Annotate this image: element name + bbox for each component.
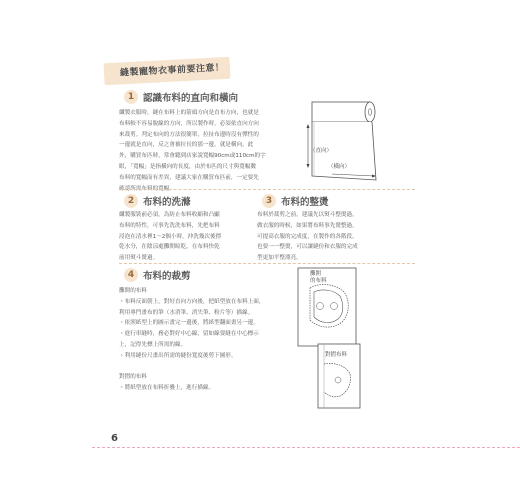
section-4-number: 4 xyxy=(124,268,138,282)
section-1-heading xyxy=(124,90,238,104)
section-4-title: 布料的裁剪 xyxy=(143,271,191,282)
section-divider-2 xyxy=(119,263,415,264)
page-number: 6 xyxy=(111,433,118,444)
fabric-roll-figure xyxy=(302,96,420,186)
section-2-number: 2 xyxy=(124,194,138,208)
folded-fabric-figure xyxy=(316,342,362,410)
section-4-body: 攤開的布料 ・布料反面朝上，對好直向方向後，把紙型放在布料上面， 利用專門畫布的筆（水消筆、消失筆、粉片等）描線。 ・依照紙型上的圖示畫完一邊後，將紙型翻面畫另一邊。 ・進行車縫時，務必對好中心線，留如線要縫在中心標示 上，記得先標上所需的線。 ・利用縫份尺畫出所需的縫份寬度後剪下圖形。 對摺的布料 ・將紙型放在布料折疊上，進行描線。 xyxy=(119,288,265,392)
section-2-heading xyxy=(124,194,191,208)
section-2-title: 布料的洗滌 xyxy=(143,197,191,208)
section-1-body: 纖製衣服時，縫在布料上的箭頭方向是直布方向，也就是 布料較不容易脫線的方向，所以製作時，必須依直向方向 來裁剪。判定布向的方法很簡單，拉扯布邊時沒有彈性的 一邊就是直向，反之會被拉長的那一邊，就是橫向。此 外，購買布匹時，常會聽到店家說寬幅90cm或110cm的字 眼，「寬幅」是指橫向的長度，由於布匹的尺寸與寬幅數 布料的寬幅而有差異，建議大家在購買布匹前，一定要先 確認所需布料的寬幅。 xyxy=(119,110,266,192)
section-3-number: 3 xyxy=(262,194,276,208)
section-divider-1 xyxy=(119,189,415,190)
open-fabric-figure xyxy=(296,266,358,348)
section-4-heading xyxy=(124,268,191,282)
horizontal-label: （橫向） xyxy=(328,164,351,170)
vertical-label: （直向） xyxy=(310,148,333,154)
section-2-body: 纖製服裝前必須，為防止布料收縮和凸顯 布料的特性，可事先洗洗布料，先把布料 浸泡在清水裡1～2個小時，沖洗幾次後擰 乾水分，在陰涼處攤開晾乾，在布料快乾 前用熨斗燙過。 xyxy=(119,212,222,262)
section-3-body: 布料於裁剪之前，建議先以熨斗整燙過， 做衣服的時候，如果將布料事先燙整過， 可提高衣服的完成度，在製作的各階段， 也要一一整燙，可以讓縫份和衣服的完成 型更加平整漂亮。 xyxy=(257,212,358,262)
section-3-heading xyxy=(262,194,329,208)
section-1-title: 認識布料的直向和橫向 xyxy=(143,93,239,104)
banner-title: 縫製寵物衣事前要注意！ xyxy=(119,62,225,79)
section-3-title: 布料的整燙 xyxy=(281,197,329,208)
section-1-number: 1 xyxy=(124,90,138,104)
open-fabric-label: 攤開的布料 xyxy=(310,271,327,284)
tips-banner xyxy=(104,57,231,86)
folded-fabric-label: 對摺布料 xyxy=(325,352,348,358)
page-bottom-divider xyxy=(92,447,520,448)
